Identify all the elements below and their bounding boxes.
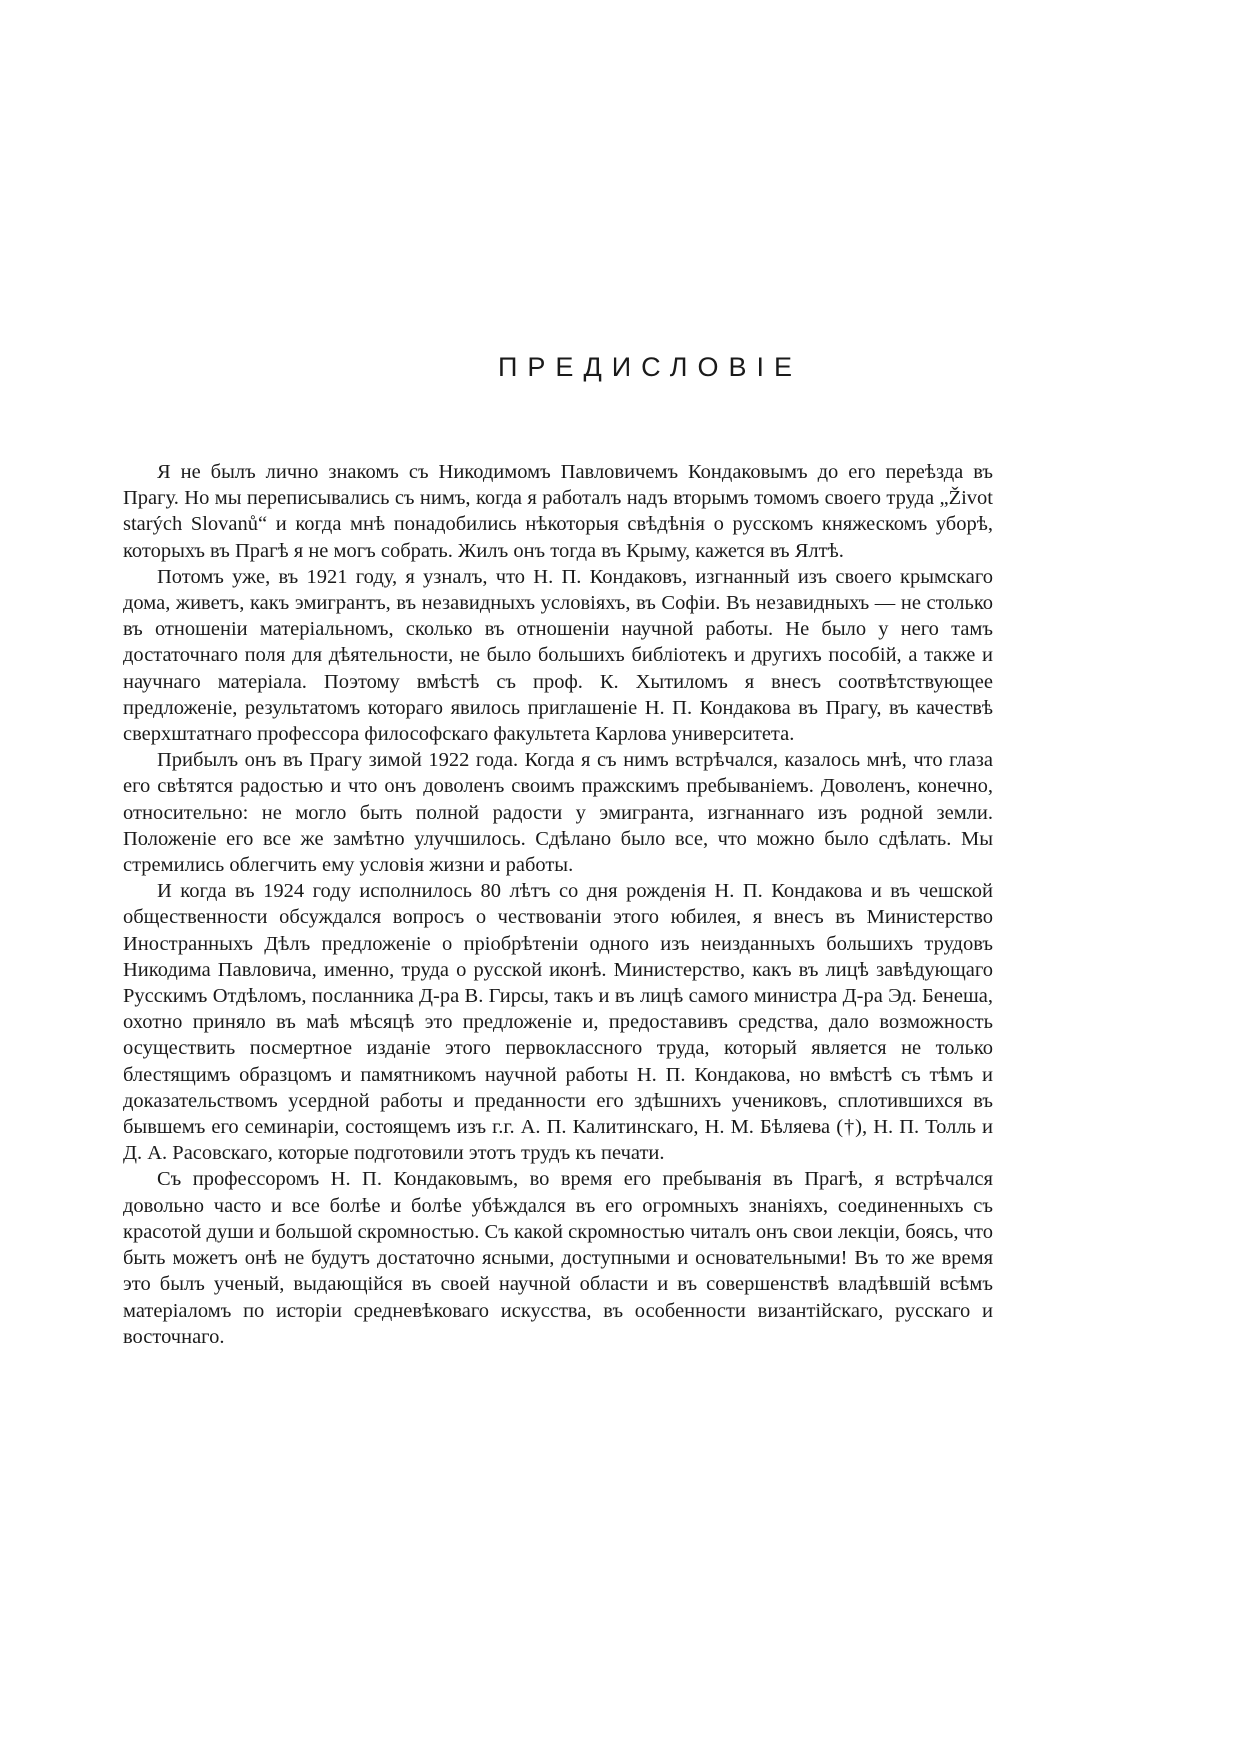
paragraph-2: Потомъ уже, въ 1921 году, я узналъ, что Н. П. Кондаковъ, изгнанный изъ своего крымскаго дома, живетъ, какъ эмигрантъ, въ незавидныхъ условіяхъ, въ Софіи. Въ незавидныхъ — не столько въ отношеніи матеріальномъ, сколько въ отношеніи научной работы. Не было у него тамъ достаточнаго поля для дѣятельности, не было большихъ библіотекъ и другихъ пособій, а также и научнаго матеріала. Поэтому вмѣстѣ съ проф. К. Хытиломъ я внесъ соотвѣтствующее предложеніе, результатомъ котораго явилось приглашеніе Н. П. Кондакова въ Прагу, въ качествѣ сверхштатнаго профессора философскаго факультета Карлова университета.: [123, 565, 993, 746]
paragraph-3: Прибылъ онъ въ Прагу зимой 1922 года. Когда я съ нимъ встрѣчался, казалось мнѣ, что глаза его свѣтятся радостью и что онъ доволенъ своимъ пражскимъ пребываніемъ. Доволенъ, конечно, относительно: не могло быть полной радости у эмигранта, изгнаннаго изъ родной земли. Положеніе его все же замѣтно улучшилось. Сдѣлано было все, что можно было сдѣлать. Мы стремились облегчить ему условія жизни и работы.: [123, 749, 993, 877]
paragraph-5: Съ профессоромъ Н. П. Кондаковымъ, во время его пребыванія въ Прагѣ, я встрѣчался довольно часто и все болѣе и болѣе убѣждался въ его огромныхъ знаніяхъ, соединенныхъ съ красотой души и большой скромностью. Съ какой скромностью читалъ онъ свои лекціи, боясь, что быть можетъ онѣ не будутъ достаточно ясными, доступными и основательными! Въ то же время это былъ ученый, выдающійся въ своей научной области и въ совершенствѣ владѣвшій всѣмъ матеріаломъ по исторіи средневѣковаго искусства, въ особенности византійскаго, русскаго и восточнаго.: [123, 1168, 993, 1348]
page-title: ПРЕДИСЛОВІЕ: [498, 352, 802, 382]
preface-body: [123, 459, 993, 1350]
paragraph-1: Я не былъ лично знакомъ съ Никодимомъ Павловичемъ Кондаковымъ до его переѣзда въ Прагу. Но мы переписывались съ нимъ, когда я работалъ надъ вторымъ томомъ своего труда „Život starých Slovanů“ и когда мнѣ понадобились нѣкоторыя свѣдѣнія о русскомъ княжескомъ уборѣ, которыхъ въ Прагѣ я не могъ собрать. Жилъ онъ тогда въ Крыму, кажется въ Ялтѣ.: [123, 461, 993, 562]
paragraph-4: И когда въ 1924 году исполнилось 80 лѣтъ со дня рожденія Н. П. Кондакова и въ чешской общественности обсуждался вопросъ о чествованіи этого юбилея, я внесъ въ Министерство Иностранныхъ Дѣлъ предложеніе о пріобрѣтеніи одного изъ неизданныхъ большихъ трудовъ Никодима Павловича, именно, труда о русской иконѣ. Министерство, какъ въ лицѣ завѣдующаго Русскимъ Отдѣломъ, посланника Д-ра В. Гирсы, такъ и въ лицѣ самого министра Д-ра Эд. Бенеша, охотно приняло въ маѣ мѣсяцѣ это предложеніе и, предоставивъ средства, дало возможность осуществить посмертное изданіе этого первоклассного труда, который является не только блестящимъ образцомъ и памятникомъ научной работы Н. П. Кондакова, но вмѣстѣ съ тѣмъ и доказательствомъ усердной работы и преданности его здѣшнихъ учениковъ, сплотившихся въ бывшемъ его семинаріи, состоящемъ изъ г.г. А. П. Калитинскаго, Н. М. Бѣляева (†), Н. П. Толль и Д. А. Расовскаго, которые подготовили этотъ трудъ къ печати.: [123, 880, 993, 1165]
